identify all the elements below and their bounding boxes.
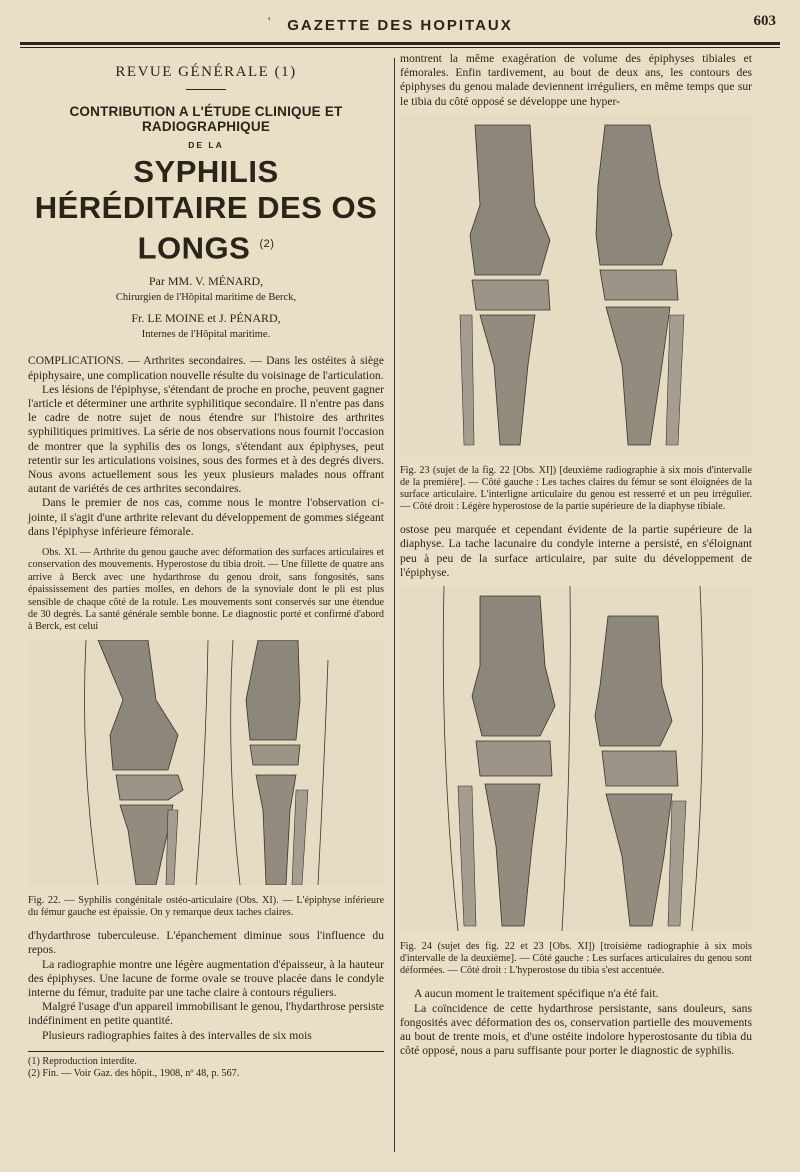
- figure-23-caption: Fig. 23 (sujet de la fig. 22 [Obs. XI]) [deuxième radiographie à six mois d'intervalle de la première]. — Côté gauche : Les taches claires du fémur se sont éloignées de la surface articulaire. L'interligne articulaire du genou est resserré et un peu irrégulier. — Côté droit : Légère hyperostose de la partie supérieure de la diaphyse tibiale.: [400, 465, 752, 512]
- section-rule: [186, 89, 226, 90]
- figure-23-illustration: [400, 115, 752, 455]
- header-rule-thick: [20, 42, 780, 45]
- main-title-text: SYPHILIS HÉRÉDITAIRE DES OS LONGS: [34, 154, 378, 266]
- right-paragraph-7: A aucun moment le traitement spécifique n'a été fait.: [414, 987, 659, 1001]
- observation-xi: Obs. XI. — Arthrite du genou gauche avec déformation des surfaces articulaires et conservation des mouvements. Hyperostose du tibia droit. — Une fillette de quatre ans arrive à Berck avec une hydarthrose du genou droit, sans fongosités, sans épaississement des parties molles, en dehors de la synoviale dont le pli est plus sensible de chaque côté de la rotule. Les mouvements sont conservés sur une étendue de 30 degrés. La santé générale semble bonne. Le diagnostic porté et confirmé d'abord à Berck, est celui: [28, 546, 384, 633]
- affiliation-2: Internes de l'Hôpital maritime.: [141, 329, 271, 341]
- right-paragraph-mid: ostose peu marquée et cependant évidente de la partie supérieure de la diaphyse. La tache lacunaire du condyle interne a persisté, en s'éloignant peu à peu de la surface articulaire, par suite du développement de l'épiphyse.: [400, 523, 752, 579]
- footnote-2: (2) Fin. — Voir Gaz. des hôpit., 1908, nº 48, p. 567.: [28, 1068, 240, 1080]
- footnote-1: (1) Reproduction interdite.: [28, 1055, 137, 1067]
- contribution-heading: CONTRIBUTION A L'ÉTUDE CLINIQUE ET RADIOGRAPHIQUE: [69, 104, 343, 134]
- intro-paragraph: COMPLICATIONS. — Arthrites secondaires. — Dans les ostéites à siège épiphysaire, une complication nouvelle résulte du voisinage de l'articulation.: [28, 354, 384, 382]
- journal-title: GAZETTE DES HOPITAUX: [287, 17, 513, 34]
- title-footnote-mark: (2): [259, 238, 275, 250]
- body-paragraph-5: Malgré l'usage d'un appareil immobilisant le genou, l'hydarthrose persiste indéfiniment en petite quantité.: [28, 1000, 384, 1028]
- body-paragraph-6: Plusieurs radiographies faites à des intervalles de six mois: [42, 1028, 312, 1042]
- figure-24-caption: Fig. 24 (sujet des fig. 22 et 23 [Obs. XI]) [troisième radiographie à six mois d'intervalle de la deuxième]. — Côté gauche : Les surfaces articulaires du genou sont déformées. — Côté droit : L'hyperostose du tibia s'est accentuée.: [400, 941, 752, 977]
- section-title: REVUE GÉNÉRALE (1): [115, 64, 297, 80]
- figure-22-caption: Fig. 22. — Syphilis congénitale ostéo-articulaire (Obs. XI). — L'épiphyse inférieure du fémur gauche est épaissie. On y remarque deux taches claires.: [28, 895, 384, 918]
- column-divider: [394, 58, 395, 1152]
- page-number: 603: [753, 13, 776, 29]
- footnote-rule: [28, 1051, 384, 1052]
- masthead-mark: ': [268, 14, 271, 29]
- body-paragraph-2: Dans le premier de nos cas, comme nous le montre l'observation ci-jointe, il s'agit d'une arthrite relevant du développement de gommes siégeant dans l'épiphyse inférieure fémorale.: [28, 496, 384, 538]
- left-column: [28, 58, 384, 1081]
- figure-23: [400, 115, 752, 455]
- de-la-text: DE LA: [188, 140, 224, 150]
- figure-22-illustration: [28, 640, 384, 885]
- affiliation-1: Chirurgien de l'Hôpital maritime de Berck,: [115, 292, 297, 304]
- header-rule-thin: [20, 47, 780, 48]
- figure-22: [28, 640, 384, 885]
- right-paragraph-top: montrent la même exagération de volume des épiphyses tibiales et fémorales. Enfin tardivement, au bout de deux ans, les contours des épiphyses du genou malade deviennent irréguliers, en même temps que sur le tibia du côté opposé se développe une hyper-: [400, 52, 752, 108]
- right-column: [400, 52, 752, 1058]
- masthead: [20, 6, 780, 36]
- author-line-1: Par MM. V. MÉNARD,: [148, 274, 264, 289]
- right-paragraph-8: La coïncidence de cette hydarthrose persistante, sans douleurs, sans fongosités avec déformation des os, conservation partielle des mouvements au bout de trente mois, et d'une ostéite indolore hyperostosante du tibia du côté opposé, nous a paru suffisante pour porter le diagnostic de syphilis.: [400, 1001, 752, 1058]
- figure-24: [400, 586, 752, 931]
- body-paragraph-4: La radiographie montre une légère augmentation d'épaisseur, à la hauteur des épiphyses. Une lacune de forme ovale se trouve placée dans le condyle interne du fémur, traduite par une tache claire à contours réguliers.: [28, 957, 384, 999]
- body-paragraph-1: Les lésions de l'épiphyse, s'étendant de proche en proche, peuvent gagner l'article et déterminer une arthrite syphilitique secondaire. Il n'entre pas dans le cadre de notre sujet de nous étendre sur l'histoire des arthrites syphilitiques primitives. La série de nos observations nous fournit l'occasion de montrer que la syphilis des os longs, s'étendant aux épiphyses, peut retentir sur les articulations voisines, sous des formes et à des degrés divers. Nous avons actuellement sous les yeux plusieurs malades nous offrant autant de variétés de ces arthrites secondaires.: [28, 382, 384, 496]
- main-title: [28, 154, 384, 266]
- author-line-2: Fr. LE MOINE et J. PÉNARD,: [131, 311, 281, 326]
- body-paragraph-3: d'hydarthrose tuberculeuse. L'épanchement diminue sous l'influence du repos.: [28, 929, 384, 957]
- figure-24-illustration: [400, 586, 752, 931]
